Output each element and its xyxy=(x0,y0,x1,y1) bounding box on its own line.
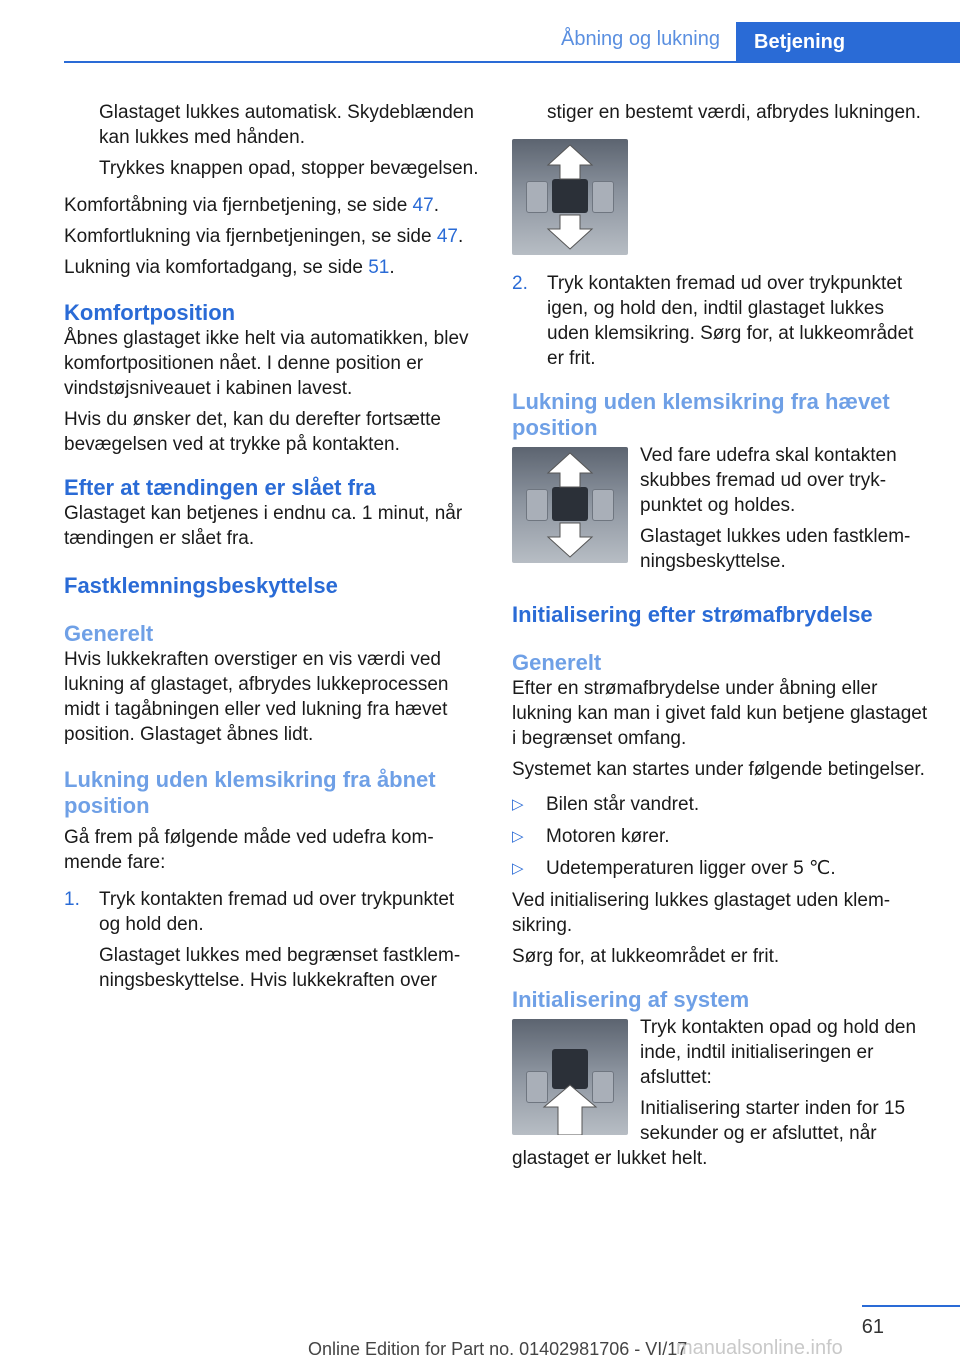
paragraph: Glastaget kan betjenes i endnu ca. 1 minut, når tændingen er slået fra. xyxy=(64,503,463,549)
paragraph: Glastaget lukkes automatisk. Skydeblænden kan lukkes med hånden. xyxy=(99,102,474,148)
header-tab: Betjening xyxy=(736,22,960,62)
page-link[interactable]: 51 xyxy=(368,257,390,278)
watermark: manualsonline.info xyxy=(676,1337,843,1359)
right-column xyxy=(512,100,930,1177)
paragraph: Hvis lukkekraften overstiger en vis værdi ved lukning af glastaget, afbrydes lukkeprocessen midt i tagåbningen eller ved lukning fra hævet position. Glastaget åbnes lidt. xyxy=(64,649,449,745)
comfort-access-ref: Lukning via komfortadgang, se side 51. xyxy=(64,257,395,278)
heading-initialisering-efter: Initialisering efter strømafbrydelse xyxy=(512,602,873,627)
header-section-title: Åbning og lukning xyxy=(560,28,720,50)
list-item: ▷ Motoren kører. xyxy=(512,826,670,847)
step-number: 1. xyxy=(64,889,80,910)
bullet-icon: ▷ xyxy=(512,796,524,813)
switch-illustration-up-down xyxy=(512,139,628,255)
bullet-icon: ▷ xyxy=(512,828,524,845)
comfort-open-ref: Komfortåbning via fjernbetjening, se side 47. xyxy=(64,195,439,216)
page-number: 61 xyxy=(861,1316,884,1338)
step-1 xyxy=(64,887,480,993)
heading-komfortposition: Komfortposition xyxy=(64,300,236,325)
step-subtext: Glastaget lukkes med begrænset fastklemningsbeskyttelse. Hvis lukkekraften over xyxy=(99,945,461,991)
paragraph: Gå frem på følgende måde ved udefra kommende fare: xyxy=(64,827,434,873)
heading-efter-taending: Efter at tændingen er slået fra xyxy=(64,475,376,500)
paragraph: Sørg for, at lukkeområdet er frit. xyxy=(512,946,780,967)
paragraph: Systemet kan startes under følgende betingelser. xyxy=(512,759,925,780)
paragraph: Trykkes knappen opad, stopper bevægelsen. xyxy=(99,158,479,179)
step-number: 2. xyxy=(512,273,528,294)
page-link[interactable]: 47 xyxy=(436,226,458,247)
heading-generelt-2: Generelt xyxy=(512,650,602,675)
paragraph: Ved initialisering lukkes glastaget uden klemsikring. xyxy=(512,890,891,936)
step-text: Tryk kontakten fremad ud over trykpunktet og hold den. xyxy=(99,889,455,935)
heading-fastklemning: Fastklemningsbeskyttelse xyxy=(64,573,338,598)
step-text: Tryk kontakten fremad ud over trykpunktet igen, og hold den, indtil glastaget lukkes uden klemsikring. Sørg for, at lukkeområdet er frit. xyxy=(547,273,914,369)
footer-edition: Online Edition for Part no. 01402981706 - VI/17 xyxy=(308,1339,688,1359)
bullet-icon: ▷ xyxy=(512,860,524,877)
paragraph: Efter en strømafbrydelse under åbning eller lukning kan man i givet fald kun betjene glastaget i begrænset omfang. xyxy=(512,678,928,749)
paragraph: Ved fare udefra skal kontakten skubbes fremad ud over trykpunktet og holdes. xyxy=(640,445,897,516)
paragraph: Hvis du ønsker det, kan du derefter fortsætte bevægelsen ved at trykke på kontakten. xyxy=(64,409,442,455)
paragraph: stiger en bestemt værdi, afbrydes lukningen. xyxy=(547,102,921,123)
heading-lukning-haevet: Lukning uden klemsikring fra hævet position xyxy=(512,389,890,440)
list-item: ▷ Bilen står vandret. xyxy=(512,794,700,815)
step-2 xyxy=(512,271,930,371)
left-column xyxy=(64,100,480,999)
paragraph: Glastaget lukkes uden fastklemningsbeskyttelse. xyxy=(640,526,911,572)
paragraph: Initialisering starter inden for 15 sekunder og er afsluttet, når glastaget er lukket helt. xyxy=(512,1098,906,1169)
list-item: ▷ Udetemperaturen ligger over 5 ℃. xyxy=(512,858,836,879)
paragraph: Tryk kontakten opad og hold den inde, indtil initialiseringen er afsluttet: xyxy=(640,1017,917,1088)
switch-illustration-forward xyxy=(512,447,628,563)
footer-rule xyxy=(862,1305,960,1307)
paragraph: Åbnes glastaget ikke helt via automatikken, blev komfortpositionen nået. I denne position er vindstøjsniveauet i kabinen lavest. xyxy=(64,328,469,399)
heading-lukning-aabnet: Lukning uden klemsikring fra åbnet position xyxy=(64,767,436,818)
heading-initialisering-system: Initialisering af system xyxy=(512,987,750,1012)
page-link[interactable]: 47 xyxy=(412,195,434,216)
heading-generelt: Generelt xyxy=(64,621,154,646)
switch-illustration-up xyxy=(512,1019,628,1135)
comfort-close-ref: Komfortlukning via fjernbetjeningen, se side 47. xyxy=(64,226,464,247)
